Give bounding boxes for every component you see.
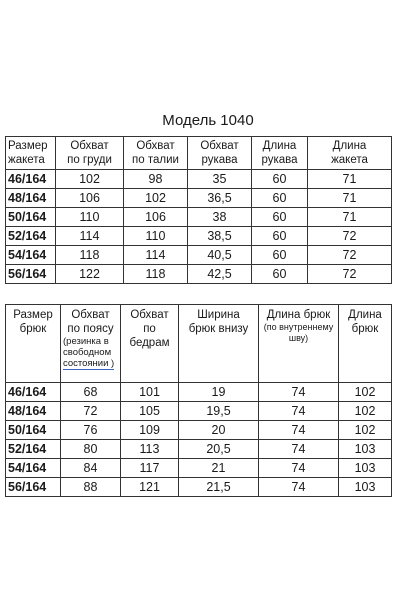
table-cell: 109 (121, 421, 179, 440)
table-cell: 74 (259, 478, 339, 497)
table-cell: 21 (179, 459, 259, 478)
inseam-note: (по внутреннему шву) (263, 322, 334, 343)
table-cell: 118 (124, 265, 188, 284)
table-row (6, 227, 392, 246)
table-cell: 72 (308, 227, 392, 246)
table-cell: 105 (121, 402, 179, 421)
table-cell: 121 (121, 478, 179, 497)
size-cell: 52/164 (6, 440, 61, 459)
pants-header-row (6, 305, 392, 383)
table-row (6, 265, 392, 284)
table-cell: 122 (56, 265, 124, 284)
jacket-header-sleeve-girth: Обхват рукава (188, 137, 252, 170)
table-cell: 60 (252, 265, 308, 284)
waist-note: (резинка в свободном состоянии ) (63, 336, 115, 369)
table-cell: 118 (56, 246, 124, 265)
table-cell: 60 (252, 208, 308, 227)
table-cell: 106 (124, 208, 188, 227)
table-cell: 76 (61, 421, 121, 440)
table-cell: 35 (188, 170, 252, 189)
table-cell: 21,5 (179, 478, 259, 497)
size-cell: 48/164 (6, 402, 61, 421)
table-cell: 110 (56, 208, 124, 227)
table-cell: 101 (121, 383, 179, 402)
table-row (6, 402, 392, 421)
table-row (6, 421, 392, 440)
table-cell: 117 (121, 459, 179, 478)
table-cell: 60 (252, 246, 308, 265)
table-cell: 72 (308, 265, 392, 284)
pants-header-waist: Обхват по поясу (резинка в свободном состоянии ) (61, 305, 121, 383)
table-cell: 20,5 (179, 440, 259, 459)
table-cell: 19,5 (179, 402, 259, 421)
table-cell: 72 (61, 402, 121, 421)
jacket-header-sleeve-length: Длина рукава (252, 137, 308, 170)
table-cell: 60 (252, 170, 308, 189)
size-cell: 52/164 (6, 227, 56, 246)
jacket-header-size: Размер жакета (6, 137, 56, 170)
pants-header-pants-length: Длина брюк (339, 305, 392, 383)
table-cell: 74 (259, 459, 339, 478)
table-cell: 19 (179, 383, 259, 402)
size-cell: 56/164 (6, 478, 61, 497)
size-cell: 54/164 (6, 459, 61, 478)
size-cell: 50/164 (6, 208, 56, 227)
jacket-header-waist: Обхват по талии (124, 137, 188, 170)
table-cell: 110 (124, 227, 188, 246)
table-cell: 103 (339, 478, 392, 497)
table-cell: 40,5 (188, 246, 252, 265)
jacket-header-row (6, 137, 392, 170)
table-cell: 98 (124, 170, 188, 189)
table-cell: 102 (56, 170, 124, 189)
table-row (6, 440, 392, 459)
pants-header-hips: Обхват по бедрам (121, 305, 179, 383)
pants-size-table (5, 304, 392, 497)
table-cell: 71 (308, 189, 392, 208)
jacket-header-chest: Обхват по груди (56, 137, 124, 170)
table-cell: 103 (339, 459, 392, 478)
size-cell: 46/164 (6, 383, 61, 402)
table-cell: 102 (124, 189, 188, 208)
size-cell: 48/164 (6, 189, 56, 208)
table-cell: 113 (121, 440, 179, 459)
table-cell: 71 (308, 170, 392, 189)
size-cell: 56/164 (6, 265, 56, 284)
table-cell: 84 (61, 459, 121, 478)
table-cell: 80 (61, 440, 121, 459)
pants-header-size: Размер брюк (6, 305, 61, 383)
table-cell: 102 (339, 383, 392, 402)
table-row (6, 478, 392, 497)
table-cell: 102 (339, 421, 392, 440)
pants-header-inseam-length: Длина брюк (по внутреннему шву) (259, 305, 339, 383)
table-cell: 60 (252, 227, 308, 246)
table-cell: 36,5 (188, 189, 252, 208)
table-cell: 114 (56, 227, 124, 246)
size-cell: 54/164 (6, 246, 56, 265)
page-title: Модель 1040 (162, 112, 254, 129)
table-cell: 71 (308, 208, 392, 227)
table-cell: 74 (259, 440, 339, 459)
table-cell: 68 (61, 383, 121, 402)
size-cell: 50/164 (6, 421, 61, 440)
table-cell: 102 (339, 402, 392, 421)
table-row (6, 383, 392, 402)
size-cell: 46/164 (6, 170, 56, 189)
pants-header-hem-width: Ширина брюк внизу (179, 305, 259, 383)
table-row (6, 246, 392, 265)
table-row (6, 459, 392, 478)
table-cell: 114 (124, 246, 188, 265)
table-cell: 38,5 (188, 227, 252, 246)
table-cell: 74 (259, 383, 339, 402)
table-cell: 60 (252, 189, 308, 208)
table-cell: 74 (259, 402, 339, 421)
table-row (6, 189, 392, 208)
jacket-header-jacket-length: Длина жакета (308, 137, 392, 170)
table-cell: 74 (259, 421, 339, 440)
table-cell: 20 (179, 421, 259, 440)
table-cell: 106 (56, 189, 124, 208)
table-row (6, 208, 392, 227)
table-cell: 42,5 (188, 265, 252, 284)
jacket-size-table (5, 136, 392, 284)
table-cell: 103 (339, 440, 392, 459)
table-cell: 72 (308, 246, 392, 265)
table-cell: 88 (61, 478, 121, 497)
table-cell: 38 (188, 208, 252, 227)
table-row (6, 170, 392, 189)
